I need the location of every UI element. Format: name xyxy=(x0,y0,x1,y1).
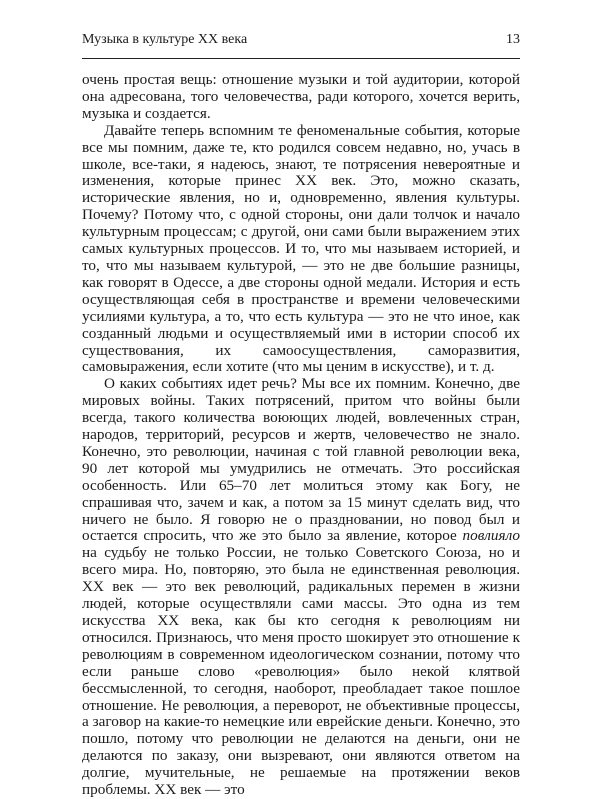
running-header xyxy=(82,32,520,59)
body-text xyxy=(82,72,520,799)
paragraph-text-part: О каких событиях идет речь? Мы все их помним. Конечно, две мировых войны. Таких потрясений, притом что войны были всегда, такого количества воюющих людей, вовлеченных стран, народов, территорий, ресурсов и жертв, человечество не знало. Конечно, это революции, начиная с той главной революции века, 90 лет которой мы умудрились не отмечать. Это российская особенность. Или 65–70 лет молиться этому как Богу, не спрашивая что, зачем и как, а потом за 15 минут сделать вид, что ничего не было. Я говорю не о праздновании, но повод был и остается спросить, что же это было за явление, которое xyxy=(82,375,520,545)
paragraph-events: Давайте теперь вспомним те феноменальные события, которые все мы помним, даже те, кто родился совсем недавно, но, учась в школе, все-таки, я надеюсь, знают, те потрясения невероятные и изменения, которые принес XX век. Это, можно сказать, исторические явления, но и, одновременно, явления культуры. Почему? Потому что, с одной стороны, они дали толчок и начало культурным процессам; с другой, они сами были выражением этих самых культурных процессов. И то, что мы называем историей, и то, что мы называем культурой, — это не две большие разницы, как говорят в Одессе, а две стороны одной медали. История и есть осуществляющая себя в пространстве и времени человеческими усилиями культура, а то, что есть культура — это не что иное, как созданный людьми и осуществляемый ими в истории способ их существования, их самоосуществления, саморазвития, самовыражения, если хотите (что мы ценим в искусстве), и т. д. xyxy=(82,121,520,376)
running-header-title: Музыка в культуре XX века xyxy=(82,32,248,47)
paragraph-text-part: на судьбу не только России, не только Советского Союза, но и всего мира. Но, повторяю, это была не единственная революция. XX век — это век революций, радикальных перемен в жизни людей, которые осуществляли сами массы. Это одна из тем искусства XX века, как бы кто сегодня к революциям ни относился. Признаюсь, что меня просто шокирует это отношение к революциям в современном идеологическом сознании, потому что если раньше слово «революция» было некой клятвой бессмысленной, то сегодня, наоборот, преобладает такое пошлое отношение. Не революция, а переворот, не объективные процессы, а заговор на какие-то немецкие или еврейские деньги. Конечно, это пошло, потому что революции не делаются на деньги, они не делаются по заказу, они вызревают, они являются ответом на долгие, мучительные, не решаемые на протяжении веков проблемы. XX век — это xyxy=(82,544,520,799)
page-number: 13 xyxy=(506,32,520,47)
paragraph-continued: очень простая вещь: отношение музыки и той аудитории, которой она адресована, того человечества, ради которого, хочется верить, музыка и создается. xyxy=(82,71,520,122)
emphasized-word: повлияло xyxy=(462,527,520,545)
paragraph-wars-revolutions xyxy=(82,376,520,799)
